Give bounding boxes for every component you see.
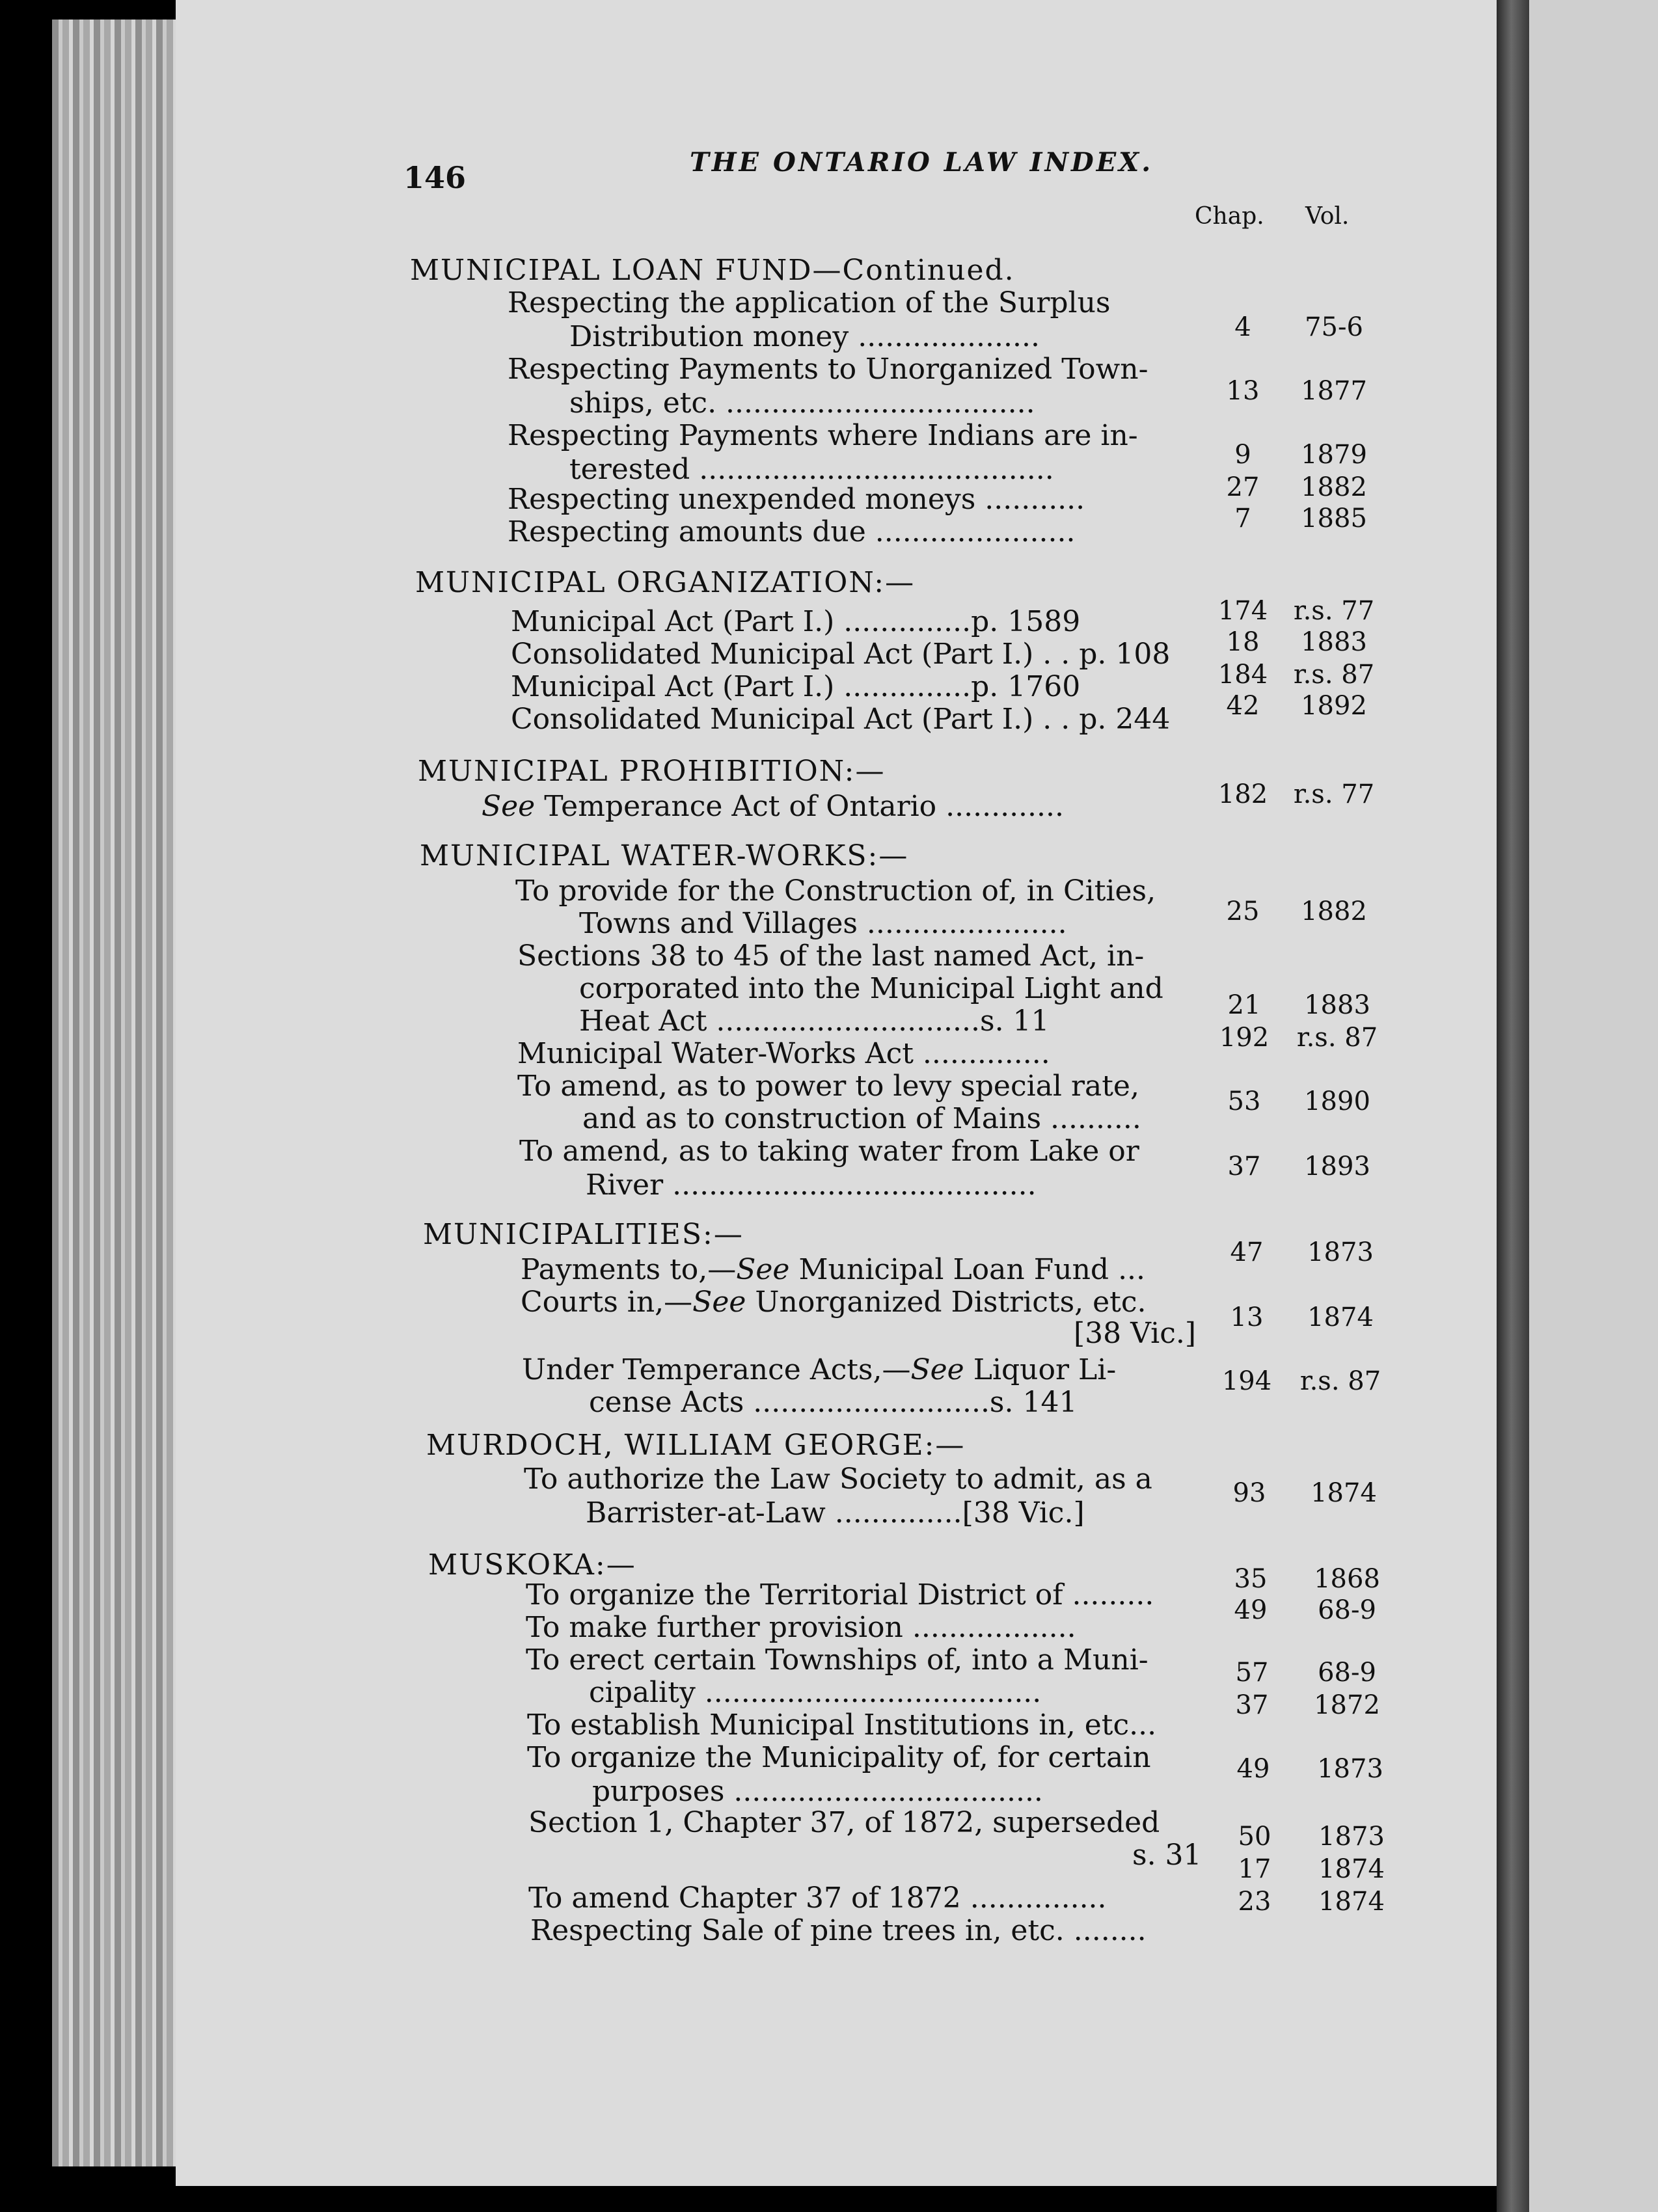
chap-value: 18 (1226, 627, 1260, 657)
vol-value: 1883 (1301, 627, 1367, 657)
entry-text-part: Municipal Loan Fund ... (798, 1253, 1146, 1286)
entry-text-main: Temperance Act of Ontario ............. (544, 790, 1064, 823)
entry-text-part: Unorganized Districts, etc. (755, 1286, 1147, 1319)
chap-value: 47 (1230, 1237, 1264, 1267)
chap-value: 25 (1226, 897, 1260, 926)
vol-value: 1872 (1314, 1690, 1380, 1720)
entry-text-part: Liquor Li- (973, 1353, 1117, 1386)
entry-text (521, 1286, 1146, 1319)
chap-value: 182 (1217, 779, 1268, 809)
entry-text: Respecting Payments to Unorganized Town- (508, 353, 1148, 386)
entry-text (482, 790, 1064, 823)
entry-text (521, 1253, 1145, 1286)
vol-value: 1882 (1301, 897, 1367, 926)
section-heading: MUNICIPAL ORGANIZATION:— (415, 566, 916, 599)
column-header-chap: Chap. (1195, 203, 1264, 230)
vol-value: 75-6 (1305, 312, 1363, 342)
entry-text-part: Courts in,— (521, 1286, 693, 1319)
section-heading: MUNICIPAL LOAN FUND—Continued. (410, 254, 1015, 287)
chap-value: 9 (1234, 440, 1251, 470)
entry-text: Consolidated Municipal Act (Part I.) . . p. 244 (511, 703, 1171, 736)
section-heading: MUNICIPAL WATER-WORKS:— (420, 839, 909, 872)
vol-value: 1874 (1318, 1887, 1385, 1917)
entry-text: Respecting the application of the Surplus (508, 286, 1111, 319)
entry-text: Towns and Villages ...................... (579, 907, 1067, 940)
facing-page (1529, 0, 1658, 2212)
entry-text: Barrister-at-Law ..............[38 Vic.] (586, 1496, 1085, 1530)
entry-text: Municipal Act (Part I.) ..............p. 1760 (511, 670, 1081, 703)
section-heading: MUSKOKA:— (428, 1548, 636, 1582)
book-spine (1497, 0, 1529, 2212)
chap-value: 50 (1238, 1822, 1271, 1852)
chap-value: 194 (1221, 1366, 1272, 1396)
chap-value: 49 (1234, 1595, 1268, 1625)
entry-text: purposes .................................. (592, 1775, 1043, 1808)
entry-text: To make further provision .................. (526, 1611, 1076, 1644)
vol-value: r.s. 77 (1293, 779, 1375, 809)
entry-text: Sections 38 to 45 of the last named Act, in- (517, 939, 1145, 973)
chap-value: 192 (1219, 1023, 1270, 1053)
chap-value: 23 (1238, 1887, 1271, 1917)
vol-value: 1885 (1301, 504, 1367, 533)
vol-value: 1890 (1304, 1086, 1370, 1116)
chap-value: 93 (1232, 1478, 1266, 1508)
vol-value: 1883 (1304, 990, 1370, 1020)
entry-text: River ........................................ (586, 1168, 1037, 1202)
vol-value: 1882 (1301, 472, 1367, 502)
entry-text: cense Acts ..........................s. 141 (589, 1386, 1078, 1419)
entry-text: Heat Act .............................s. 11 (579, 1005, 1050, 1038)
chap-value: 35 (1234, 1564, 1268, 1594)
see-reference: See (692, 1286, 746, 1319)
entry-text: corporated into the Municipal Light and (579, 972, 1163, 1005)
chap-value: 37 (1227, 1152, 1261, 1181)
entry-text: To organize the Municipality of, for certain (527, 1741, 1151, 1774)
chap-value: 57 (1235, 1658, 1269, 1688)
vol-value: r.s. 77 (1293, 596, 1375, 626)
vol-value: 1892 (1301, 691, 1367, 721)
entry-text: To amend Chapter 37 of 1872 ............... (528, 1882, 1107, 1915)
entry-text: Respecting amounts due ...................... (508, 515, 1076, 548)
chap-value: 13 (1226, 376, 1260, 406)
vol-value: 1868 (1314, 1564, 1380, 1594)
vol-value: 1873 (1317, 1754, 1383, 1784)
vol-value: 1873 (1307, 1237, 1374, 1267)
chap-value: 27 (1226, 472, 1260, 502)
entry-text: To amend, as to power to levy special rate, (517, 1070, 1139, 1103)
vol-value: 68-9 (1318, 1658, 1376, 1688)
chap-value: 42 (1226, 691, 1260, 721)
entry-text: To provide for the Construction of, in Cities, (515, 874, 1156, 908)
chap-value: 7 (1234, 504, 1251, 533)
entry-text: Municipal Water-Works Act .............. (517, 1037, 1050, 1070)
chap-value: 13 (1230, 1302, 1264, 1332)
chap-value: 37 (1235, 1690, 1269, 1720)
entry-text: [38 Vic.] (1074, 1317, 1197, 1350)
vol-value: 1874 (1307, 1302, 1374, 1332)
vol-value: r.s. 87 (1293, 660, 1375, 690)
page-number: 146 (403, 160, 467, 195)
entry-text: To amend, as to taking water from Lake or (519, 1135, 1139, 1168)
entry-text: Respecting Sale of pine trees in, etc. ........ (530, 1914, 1147, 1947)
entry-text: To establish Municipal Institutions in, etc... (527, 1708, 1157, 1742)
chap-value: 21 (1227, 990, 1261, 1020)
entry-text: ships, etc. .................................. (569, 386, 1035, 420)
entry-text: Respecting unexpended moneys ........... (508, 483, 1085, 516)
vol-value: 1877 (1301, 376, 1367, 406)
entry-text: Consolidated Municipal Act (Part I.) . . p. 108 (511, 638, 1171, 671)
entry-text: Respecting Payments where Indians are in- (508, 419, 1138, 452)
vol-value: 1873 (1318, 1822, 1385, 1852)
vol-value: 1874 (1318, 1854, 1385, 1884)
entry-text (522, 1353, 1116, 1386)
see-reference: See (910, 1353, 964, 1386)
section-heading: MUNICIPALITIES:— (423, 1218, 744, 1251)
chap-value: 49 (1236, 1754, 1270, 1784)
vol-value: 1874 (1311, 1478, 1377, 1508)
page-edge-stack (52, 20, 176, 2166)
entry-text: cipality ..................................... (589, 1676, 1042, 1709)
chap-value: 4 (1234, 312, 1251, 342)
entry-text: To erect certain Townships of, into a Muni- (526, 1643, 1148, 1677)
vol-value: 1893 (1304, 1152, 1370, 1181)
vol-value: r.s. 87 (1299, 1366, 1381, 1396)
vol-value: 1879 (1301, 440, 1367, 470)
chap-value: 174 (1217, 596, 1268, 626)
running-head: THE ONTARIO LAW INDEX. (690, 147, 1154, 178)
entry-text-part: Under Temperance Acts,— (522, 1353, 911, 1386)
entry-text: To authorize the Law Society to admit, as a (524, 1463, 1152, 1496)
entry-text: s. 31 (1132, 1839, 1202, 1872)
entry-text: Municipal Act (Part I.) ..............p. 1589 (511, 605, 1081, 638)
chap-value: 17 (1238, 1854, 1271, 1884)
see-reference: See (736, 1253, 790, 1286)
column-header-vol: Vol. (1305, 203, 1350, 230)
chap-value: 184 (1217, 660, 1268, 690)
vol-value: r.s. 87 (1296, 1023, 1378, 1053)
entry-text: To organize the Territorial District of ......... (526, 1578, 1154, 1612)
entry-text-part: Payments to,— (521, 1253, 737, 1286)
entry-text: and as to construction of Mains .......... (582, 1102, 1141, 1135)
entry-text: Section 1, Chapter 37, of 1872, superseded (528, 1806, 1160, 1839)
entry-text: terested ....................................... (569, 453, 1054, 486)
section-heading: MURDOCH, WILLIAM GEORGE:— (426, 1429, 966, 1462)
entry-text: Distribution money .................... (569, 320, 1040, 353)
section-heading: MUNICIPAL PROHIBITION:— (418, 755, 886, 788)
see-reference: See (482, 790, 536, 823)
vol-value: 68-9 (1318, 1595, 1376, 1625)
chap-value: 53 (1227, 1086, 1261, 1116)
